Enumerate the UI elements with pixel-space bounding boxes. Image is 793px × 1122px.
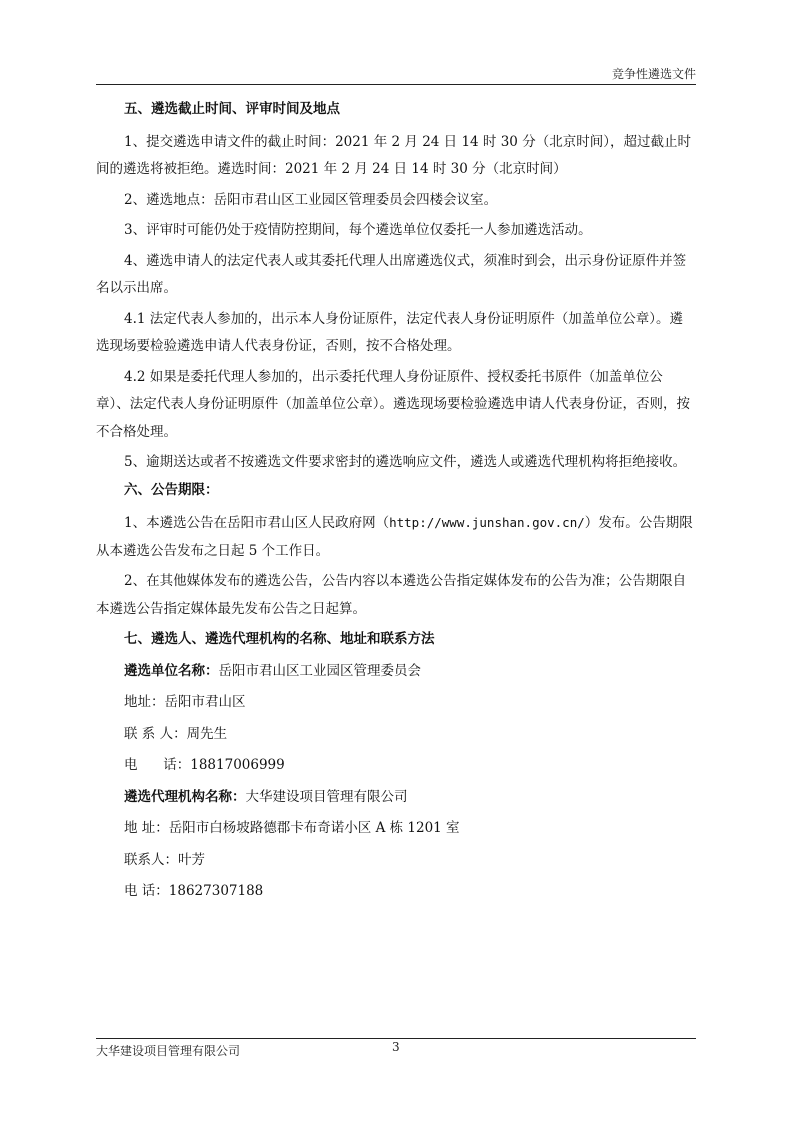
section-5-title: 五、遴选截止时间、评审时间及地点 [124, 101, 340, 117]
section-6-item-2: 2、在其他媒体发布的遴选公告，公告内容以本遴选公告指定媒体发布的公告为准；公告期限自本遴选公告指定媒体最先发布公告之日起算。 [96, 573, 687, 617]
agency-address: 地 址：岳阳市白杨坡路德郡卡布奇诺小区 A 栋 1201 室 [124, 820, 460, 836]
section-5-item-4-2: 4.2 如果是委托代理人参加的，出示委托代理人身份证原件、授权委托书原件（加盖单位公章）、法定代表人身份证明原件（加盖单位公章）。遴选现场要检验遴选申请人代表身份证，否则，按不合格处理。 [96, 368, 690, 440]
section-6-item-1-text-after: ）发布。公告期限从本遴选公告发布之日起 5 个工作日。 [96, 515, 693, 559]
agency-name-line [96, 784, 696, 812]
selector-address: 地址：岳阳市君山区 [124, 694, 246, 710]
government-website-url: http://www.junshan.gov.cn/ [389, 515, 585, 530]
header-divider [96, 84, 696, 85]
footer-company-name: 大华建设项目管理有限公司 [96, 1044, 241, 1058]
footer-divider [96, 1038, 696, 1039]
selector-phone: 电 话：18817006999 [124, 757, 285, 773]
section-5-item-2: 2、遴选地点：岳阳市君山区工业园区管理委员会四楼会议室。 [124, 191, 498, 208]
agency-contact-person: 联系人：叶芳 [124, 851, 205, 868]
agency-name-value: 大华建设项目管理有限公司 [245, 788, 408, 805]
section-5-item-5: 5、逾期送达或者不按遴选文件要求密封的遴选响应文件，遴选人或遴选代理机构将拒绝接收。 [124, 454, 687, 470]
section-7-title: 七、遴选人、遴选代理机构的名称、地址和联系方法 [124, 631, 435, 647]
section-6-title: 六、公告期限： [124, 481, 219, 498]
selector-name-value: 岳阳市君山区工业园区管理委员会 [218, 662, 421, 679]
selector-name-label: 遴选单位名称： [124, 662, 219, 679]
section-6-item-1 [96, 509, 696, 565]
agency-phone: 电 话：18627307188 [124, 883, 264, 899]
section-6-item-1-text-before: 1、本遴选公告在岳阳市君山区人民政府网（ [124, 515, 390, 531]
section-5-item-4: 4、遴选申请人的法定代表人或其委托代理人出席遴选仪式，须准时到会，出示身份证原件并签名以示出席。 [96, 252, 687, 296]
section-5-item-3: 3、评审时可能仍处于疫情防控期间，每个遴选单位仅委托一人参加遴选活动。 [124, 222, 592, 238]
section-5-item-4-1: 4.1 法定代表人参加的，出示本人身份证原件，法定代表人身份证明原件（加盖单位公章）。遴选现场要检验遴选申请人代表身份证，否则，按不合格处理。 [96, 310, 684, 354]
page-number: 3 [392, 1040, 400, 1054]
agency-name-label: 遴选代理机构名称： [124, 788, 246, 805]
section-5-item-1: 1、提交遴选申请文件的截止时间：2021 年 2 月 24 日 14 时 30 分（北京时间），超过截止时间的遴选将被拒绝。遴选时间：2021 年 2 月 24 日 14 时 30 分（北京时间） [96, 133, 691, 177]
document-type-header: 竞争性遴选文件 [611, 67, 696, 81]
selector-name-line [96, 658, 696, 686]
page-body [96, 96, 696, 906]
selector-contact-person: 联 系 人：周先生 [124, 725, 228, 742]
